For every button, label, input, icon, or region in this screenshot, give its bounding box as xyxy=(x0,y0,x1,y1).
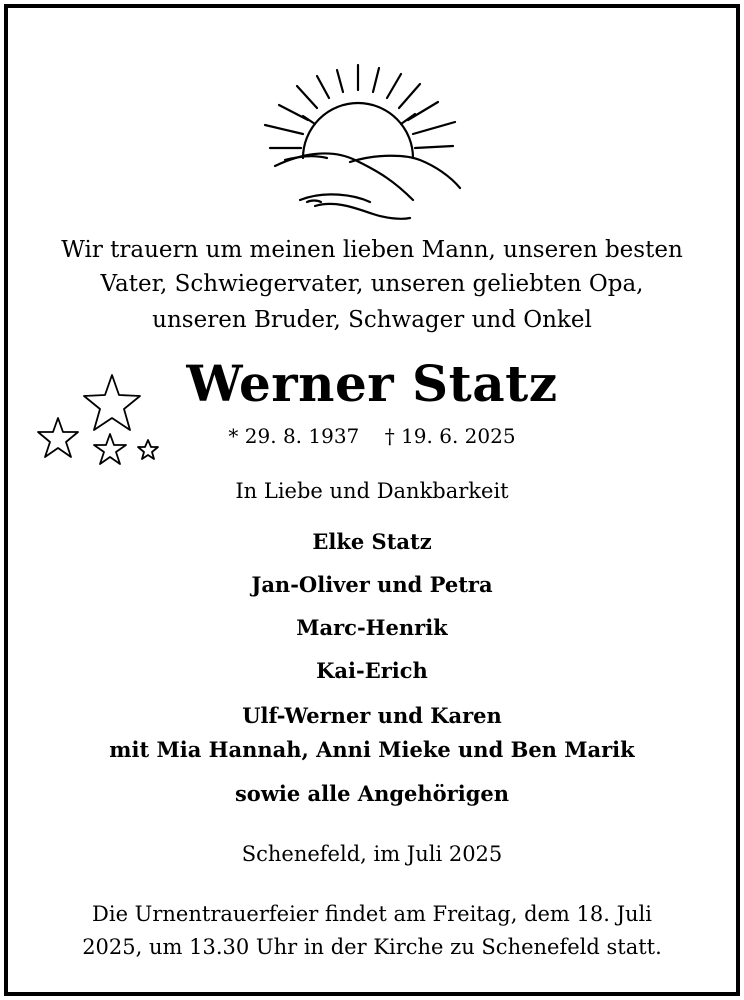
intro-line-1: Wir trauern um meinen lieben Mann, unseren besten xyxy=(61,237,683,263)
sunset-icon xyxy=(255,50,470,225)
mourner-name: mit Mia Hannah, Anni Mieke und Ben Marik xyxy=(109,737,635,762)
mourner-name: Marc-Henrik xyxy=(296,615,448,640)
mourner-name: Jan-Oliver und Petra xyxy=(251,572,493,597)
mourner-name: Kai-Erich xyxy=(316,658,428,683)
mourner-name: sowie alle Angehörigen xyxy=(234,781,510,806)
intro-line-3: unseren Bruder, Schwager und Onkel xyxy=(152,307,592,333)
dedication: In Liebe und Dankbarkeit xyxy=(235,479,509,503)
mourner-name: Elke Statz xyxy=(312,529,432,554)
life-dates: * 29. 8. 1937 † 19. 6. 2025 xyxy=(228,424,516,448)
mourner-name: Ulf-Werner und Karen xyxy=(242,703,502,728)
place-date: Schenefeld, im Juli 2025 xyxy=(241,842,503,866)
intro-line-2: Vater, Schwiegervater, unseren geliebten Opa, xyxy=(100,271,644,297)
deceased-name: Werner Statz xyxy=(186,354,558,413)
funeral-info-line-1: Die Urnentrauerfeier findet am Freitag, dem 18. Juli xyxy=(92,902,652,926)
funeral-info-line-2: 2025, um 13.30 Uhr in der Kirche zu Schenefeld statt. xyxy=(82,935,662,959)
